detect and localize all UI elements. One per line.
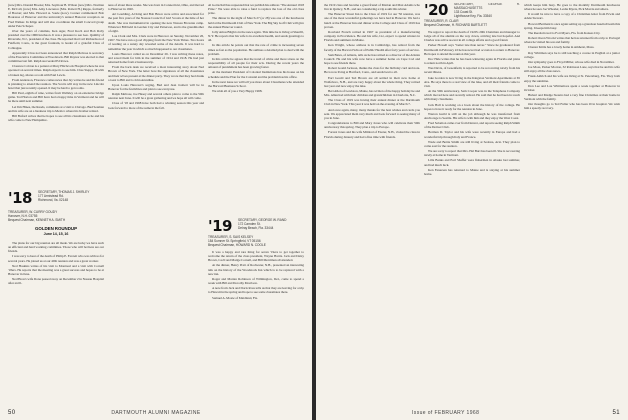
paragraph: Hubert and Madge Stearns had a very fine Christmas at their home in Vermont with the family. [524, 92, 620, 102]
paragraph: Our thoughts go to Ted Fuller who has been ill in hospital. We wish him a speedy recovery. [524, 102, 620, 111]
column-text-block [208, 250, 304, 401]
officer-line: Lighthouse Key, Fla. 33540 [454, 13, 492, 18]
paragraph: Howard Bermant is once again setting up a grandson baseball team this spring. It keeps him busy. [524, 21, 620, 30]
paragraph: In this article he agrees that the trend of crime and more stress on the responsibility of all people for their acts. During the recent years the amount of punishment has been growing faster. [208, 56, 304, 70]
magazine-title-footer [0, 410, 312, 416]
officer-line: TREASURER, W. CURRY GOUDY [8, 210, 58, 214]
paragraph: Upon Louis Hanover's urging, Bud and Jean Joubert will be in Hanover for the festivities and plan to see everyone. [108, 82, 204, 91]
paragraph: At the moment President of Colonial Institutions has his house on his schedule and the Plan for the Colonial and the problem has his office. [208, 70, 304, 79]
class-officers-1919 [238, 219, 304, 231]
paragraph: Doc Hale writes that he has been wintering again in Florida and plans to return north in April. [424, 56, 520, 66]
paragraph: The dinner in the night of March 27 (or 28) was one of the luncheons held at the Dartmouth Club of New York. The Big Sky Golf Club will give the annual Hanover round. [208, 16, 304, 29]
column-text-block [424, 30, 520, 401]
officer-line: Hanover, N.H. 03755 [8, 213, 38, 218]
paragraph: ness of about three weeks. She was born in Connecticut, Ohio, and moved to Hanover in 1920. [108, 3, 204, 12]
paragraph: Clarence Cobran is a patient at Mary Hitchcock Hospital where he was operated on several times. Ralph expects to see him. Chas Stepps, ill with a broken leg, shares a room with Paul Lewis. [8, 64, 104, 77]
right-column-2 [424, 3, 520, 404]
class-year-1919: '19 [208, 217, 232, 235]
paragraph: Bert Allen of Lewiston, Maine, has written of the happy holiday he and Mrs. Allen had with their children and grandchildren in Charlotte, N.C. [324, 88, 420, 98]
paragraph: which keeps him busy. He goes to the monthly Dartmouth luncheons where he sees Joe Wheeler, Leslie Myers, Pick Morris and others. [524, 3, 620, 12]
left-page [0, 0, 312, 420]
officer-line: SECRETARY, THOMAS J. SHIRLEY [38, 190, 90, 194]
paragraph: Samuel A. Mouw of Maidland, Fla. [212, 295, 258, 300]
paragraph: Ray Whitman says he is still teaching a course in English at a junior college. [524, 50, 620, 59]
paragraph: Parker Howell says "better late than never." Since he graduated from Dartmouth in February 22 he has never had occasion to return to Hanover. He hopes to attend the reunion this year. [424, 43, 520, 56]
paragraph: Don Lee and Lou Whittemore spent a week together at Hanover in October. [524, 83, 620, 92]
officer-line: 172 Camden St. [238, 221, 261, 226]
paragraph: Ken Wright, whose address is in Cambridge, has retired from the faculty of the Harvard School of Public Health after forty years of service. [324, 43, 420, 52]
paragraph: Rowland French retired in 1967 as president of a manufacturing company in Providence. He and his wife, Liz, expect to spend winters in Florida and summers in Maine. [324, 29, 420, 43]
magazine-title: DARTMOUTH ALUMNI MAGAZINE [111, 410, 201, 416]
class-year-1920: '20 [424, 3, 448, 19]
paragraph: We wish all of you a Very Happy 1968. [212, 88, 263, 93]
class-year-heading [8, 191, 38, 206]
right-column-1 [324, 3, 420, 404]
paragraph: Forrest Jones and his wife Mildred of Exeter, N.H., visited the class in Florida during January and had a fine time with friends. [324, 130, 420, 139]
paragraph: Congratulations to Bill and Mary Jones who will celebrate their 50th anniversary this spring. They plan a trip to Europe. [324, 121, 420, 130]
paragraph: The Reeds moved to Fort Myers, Fla. from Kansas City. [528, 30, 601, 35]
column-text-block [8, 3, 104, 189]
page-number [613, 410, 620, 416]
golden-roundup-dates: June 14, 15, 16 [43, 232, 69, 237]
paragraph: In this article he points out that the rate of crime is increasing seven times as fast as the population. He outlines a detailed plan to deal with the problem. [208, 43, 304, 56]
officer-line: Richmond, Va. 02148 [38, 197, 69, 202]
paragraph: The plans for our big reunion are all made. We are lucky we have such an efficient and hard working committee. Those who will be there are our friends. [8, 241, 104, 254]
paragraph: Apparently it has not been announced that Ralph Melrose is secretary of the Executive Committee at Woodstock. Bill Raynor was elected to that committee last fall. Ralph succeeded Ed Rowe. [8, 50, 104, 64]
paragraph: Herman D. Taylor and his wife were recently in Europe and had a wonderful trip through Italy and France. [424, 130, 520, 139]
paragraph: At the 50th anniversary, Sam Cooper was in the Telephone Company which moved here and recently retired. He said that he had been in touch with many classmates. [424, 89, 520, 102]
officer-line: 133 Coast St. [454, 9, 473, 14]
paragraph: Art Goulding, Al King and Bob Bruce were active and associated for the past five years of the Nassau Council of Girl Scouts at the time of her death. She was instrumental in opening the new Nassau Brownie camp. Whatever Bill held in Garden City and Patterson, and is the grandmother of eight. [108, 12, 204, 33]
paragraph: Sam Bates, of Atlanta, tells us he has retired as a director of the Atlanta Council. He and his wife now have a summer home on Cape Cod and hope to see friends there. [324, 52, 420, 66]
reunion-heading [8, 225, 104, 237]
officer-line: Delray Beach, Fla. 33444 [238, 225, 274, 230]
paragraph: Warren Guild is still on the job although he was transferred from Anchorage to Seattle. His wife is with him and they enjoy the West Coast. [424, 111, 520, 120]
paragraph: Class of '18 and 1968 have both had a winning season this year and look forward to more of the same in the fall. [108, 101, 204, 110]
class-year-heading [208, 219, 238, 234]
paragraph: Chester Kittle has a lovely home in Amherst, Mass. [528, 45, 595, 50]
paragraph: Bill Paul, eighth of nine, writes from Wellsley on an extensive bridge game. Ted Horton and Bill have had a happy time in Vermont and he will be there until next summer. [8, 91, 104, 104]
paragraph: And once again, many, many thanks for the best wishes and cards you sent. We appreciated them very much and look forward to seeing many of you in June. [324, 107, 420, 120]
paragraph: Bill Buford writes that he hopes to see all his classmates as he and his wife come to New Hampshire. [8, 113, 104, 123]
officer-line: 177 Armistead Rd. [38, 193, 64, 198]
paragraph: A note from Jack and Doris Ross tells us that they are leaving for a trip to Hawaii in the spring and hope to see some classmates there. [208, 286, 304, 295]
column-text-block [208, 3, 304, 215]
right-page [316, 0, 628, 420]
class-officers-1918 [38, 191, 104, 203]
paragraph: At the dinner, Henry Pratt of Rochester, N.H., presented an interesting talk on the history of the Woodstock Inn which is to be replaced with a new inn. [208, 263, 304, 276]
paragraph: Joe Moss, Parker Morton, 32 Robinson Lane, says that he and his wife still enjoy all the class news. [524, 65, 620, 74]
paragraph: Earl Gould and Ted Brown are all settled in their new home at Wolfeboro, N.H., and are very happy about the whole thing. They retired last year and now enjoy the lake. [324, 75, 420, 88]
officer-line: Bequest Chairman, KENNETH A. SMITH [8, 217, 66, 222]
class-year-heading [424, 3, 454, 18]
paragraph: In the next issue we will tell you more about Classmates who attended the Harvard Business School. [208, 79, 304, 88]
class-officers-1920-more [424, 20, 520, 28]
right-column-3 [524, 3, 620, 404]
paragraph: We regret to report the death of 1920's 20th Chairman and manager to lodge all of the alumni on the way down, arriving late but hopeful. And Charles was active as ever in all college affairs and a good friend. [424, 30, 520, 43]
paragraph: the 1919 class and became a great friend of Marian and Max Adams who live in Quincy, N.H., and are considering a trip south this winter. [324, 3, 420, 12]
paragraph: Robert Gould Jackson, thanks the class for the birthday card and note. He is now living at Hartford, Conn., and sends best to all. [324, 66, 420, 75]
golden-roundup-title: GOLDEN ROUNDUP [35, 226, 77, 231]
paragraph: Jolly Amos Bligh is in the news again. This time he is living at Sherrill, N.Y. He reports that his wife is in excellent health, and sends greetings to all. [208, 29, 304, 43]
left-column-2 [108, 3, 204, 404]
paragraph: Fred Salomon came over from Denver, and reports seeing Ralph Smith of the Denver Club. [424, 121, 520, 130]
page-number-left: 50 [8, 410, 16, 416]
officer-line: SECRETARY, GEORGE W. RAND [238, 218, 287, 222]
paragraph: We are sorry to report that Mrs. Hal Burt has been ill. She is recovering nicely at home in Vermont. [424, 149, 520, 158]
issue-footer [412, 410, 479, 416]
column-text-block [8, 241, 104, 401]
paragraph: Lilla Banks and Earl Shaffer were fishermen in Alaska last summer, and had much luck. [424, 158, 520, 167]
paragraph: Ned Hoss's wife Dona passed away on December 2 in Nassau Hospital after an ill- [8, 277, 104, 286]
paragraph: From the back desk we received a most interesting story about Ned Brown of New York. The letter bore the signatures of all the classmates and their wives present at the dinner party. They wrote that they had drunk a toast to Bill and to John Arundine. [108, 65, 204, 82]
paragraph: The Class of 1919 was having their annual dinner at the Dartmouth Club in New York. This year it was held on the evening of March 7. [324, 98, 420, 107]
paragraph: Let Jim Hines, the Reads, comments at a visit to Chicago. Bud Seaman and his wife are on a business trip to Mexico where his brother retired. [8, 104, 104, 113]
paragraph: Jake Gordon is now living in the Kingston Vermont Apartments at 65 Ave. He says there is a real view of the lake, and all their friends come to visit. [424, 75, 520, 88]
officer-line: Bequest Chairman, H. RICHARD BARTLETT [424, 22, 488, 27]
paragraph: Jack Hall is working on a book about the history of the college. He hopes to have it ready for the reunion in June. [424, 102, 520, 111]
paragraph: Ken Fenersen has returned to Maine and is staying at his summer home. [424, 167, 520, 176]
paragraph: Al Gottschall has requested that we publish his address "The Annual 1918 Prize." We were able to raise a fund to replace the loss of the old class prize. [208, 3, 304, 16]
paragraph: It would be nice to have a copy of a Christmas letter from Erwin and Adele Stewart. [524, 12, 620, 21]
class-officers-1918-more [8, 211, 104, 223]
paragraph: Wes Davis, of Greenfield, is reported to be recovering nicely from his recent illness. [424, 66, 520, 75]
officer-line: TREASURER, R. CLAIR [424, 19, 459, 23]
paragraph: Frank Aldrich and his wife are living at St. Petersburg, Fla. They both enjoy the sunshine. [524, 74, 620, 83]
paragraph: Lou Clark and Mrs. Clark were in Hanover on Sunday, November 26, 1967. We have run a good clipping from the New York Times. Two hours of reading on a sunny day revealed some of the details. It was hard to remember the year in which so much happened to our classmates. [108, 34, 204, 51]
paragraph: Ned Hoskins writes of his visit to Montreal and a visit with Cornell '18ers. He reports that the meeting was a great success and hopes to be at Hanover in June. [8, 263, 104, 277]
paragraph: Our sympathy goes to Floyd Miller, whose wife died in November. [528, 59, 615, 64]
paragraph: Roger and Marian Robinson of Wilmington, Del., came to spend a week with Bill and Dorothy Morrison. [208, 276, 304, 286]
paragraph: Wade and Bettie Smith are still living at Sedona, Ariz. They plan to come east for the reunion. [424, 139, 520, 148]
officer-line: TREASURER, S. SAIS KELSEY [208, 235, 254, 239]
paragraph: Louis Hanover called us on December 26. I was writing these notes, and saved them for him in the summer of 1914 and 1918. He had just returned home from a business trip. [108, 51, 204, 65]
paragraph: Ralph Melrose, Joe Hasey and several others plan to come to the 50th reunion next June. It will be a great gathering and we hope all will come. [108, 92, 204, 101]
paragraph: I was sorry to hear of the death of Philip E. Everett who was with us for several years. He joined us at our 40th reunion and was a great worker. [8, 254, 104, 263]
issue-date: Issue of FEBRUARY 1968 [412, 410, 480, 416]
class-year-1918: '18 [8, 189, 32, 207]
paragraph: Over the years of columns, Ken Ager, Fred Koch and Bob Raby presided over the 1966 luncheon. It was a pleasure to see Geo. Quimby of Riverside, N.J., president of the class. He reported that Carl Richardson of Fairfield, Conn., is the great fountain, is leader of a grateful Class of Colleague. [8, 28, 104, 50]
paragraph: From Anderson, Florence comes news that Jay writes he and his friend is planning to attend the reunion. The Scotts will stay in the new Lincoln hotel that just recently opened. It may be hard to get rooms. [8, 77, 104, 90]
officer-line: Bequest Chairman, HOWARD N. COOLE [208, 242, 266, 247]
page-number-right: 51 [612, 410, 620, 416]
paragraph: Robert Owen Wrocki writes that he has returned from a trip to Portugal where he visited his son and family. [524, 36, 620, 45]
paragraph: The Hanover Street Inn to the Class of 1919 for our '50 reunion, was one of the most wonderful gatherings we have had in Hanover. We had a lunch at the Hanover Inn and dinner at the College and Class of 1919 has proven. [324, 12, 420, 29]
class-officers-1919-more [208, 236, 304, 248]
paragraph: (now) Mrs. Donald Brooks; Mrs. Seymour B. Wilson (now) Mrs. Norman E. McCall, (now) Mrs. Amy Lawrence (Mrs. Robert H.) Rapps, formerly of Boston; and Mrs. Howard A. Soule (now). Conner commented: Bob Bourassa of Hanover and the university's annual Hanover reception on Fred Walker. In Klipp and will also coordinate the small Concord group under Pete Schaper. [8, 3, 104, 28]
paragraph: It was a happy and rare thing for seven '19ers to get together to welcome the return of the class president, Wayne Harris. Jack and Daisy Brown, Cecil and Madge Cornell, and Bill Merriman all attended. [208, 250, 304, 263]
officer-line: 184 Sumner St. Springfield, VT 05156 [208, 238, 261, 243]
class-officers-1920 [454, 3, 520, 19]
left-column-3 [208, 3, 304, 404]
left-column-1 [8, 3, 104, 404]
officer-line: SECRETARY, GEORGE R. MASSACHUSETTS [454, 3, 520, 10]
